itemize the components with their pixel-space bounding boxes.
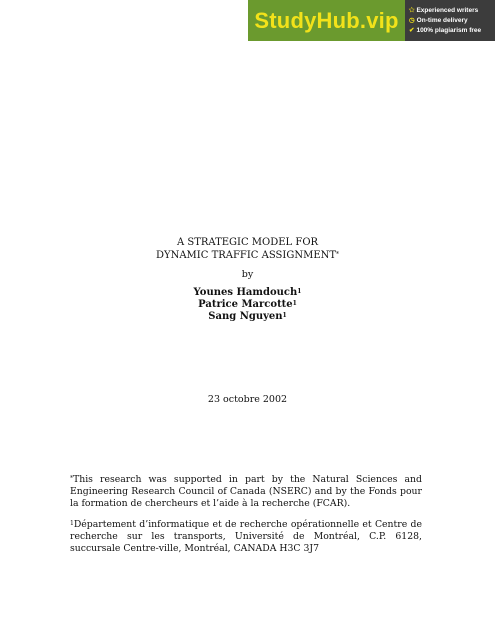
paper-title	[0, 236, 495, 262]
title-footnote-mark: *	[336, 251, 340, 258]
star-icon: ✩	[409, 6, 415, 14]
footnote-mark: 1	[70, 520, 74, 527]
footnote-affiliation	[70, 519, 422, 555]
footnote-text: This research was supported in part by the Natural Sciences and Engineering Research Council of Canada (NSERC) and by the Fonds pour la formation de chercheurs et l’aide à la recherche (FCAR).	[70, 474, 422, 509]
banner-feature-text: 100% plagiarism free	[416, 26, 482, 34]
banner-feature-writers	[409, 6, 495, 16]
footnote-mark: *	[70, 475, 73, 482]
author-affiliation-mark: 1	[292, 300, 297, 307]
author-affiliation-mark: 1	[297, 288, 302, 295]
footnote-text: Département d’informatique et de recherche opérationnelle et Centre de recherche sur les transports, Université de Montréal, C.P. 6128, succursale Centre-ville, Montréal, CANADA H3C 3J7	[70, 519, 422, 554]
banner-features	[405, 0, 495, 41]
studyhub-logo[interactable]: StudyHub.vip	[254, 7, 399, 33]
author-hamdouch	[0, 287, 495, 299]
author-name: Patrice Marcotte	[198, 299, 293, 310]
check-icon: ✔	[409, 26, 415, 34]
paper-title-line-2-text: DYNAMIC TRAFFIC ASSIGNMENT	[155, 250, 337, 261]
banner-feature-plagiarism	[409, 26, 495, 36]
clock-icon: ◷	[409, 16, 415, 24]
banner-feature-text: On-time delivery	[416, 16, 468, 24]
footnote-funding	[70, 474, 422, 510]
paper-title-line-2	[0, 249, 495, 262]
paper-title-line-1: A STRATEGIC MODEL FOR	[176, 237, 319, 248]
author-name: Sang Nguyen	[208, 311, 283, 322]
author-nguyen	[0, 311, 495, 323]
author-marcotte	[0, 299, 495, 311]
by-label: by	[241, 269, 254, 280]
banner-feature-text: Experienced writers	[416, 6, 479, 14]
studyhub-banner[interactable]	[248, 0, 495, 41]
banner-feature-delivery	[409, 16, 495, 26]
paper-date: 23 octobre 2002	[207, 394, 288, 405]
author-list	[0, 287, 495, 323]
author-name: Younes Hamdouch	[193, 287, 298, 298]
author-affiliation-mark: 1	[282, 312, 287, 319]
